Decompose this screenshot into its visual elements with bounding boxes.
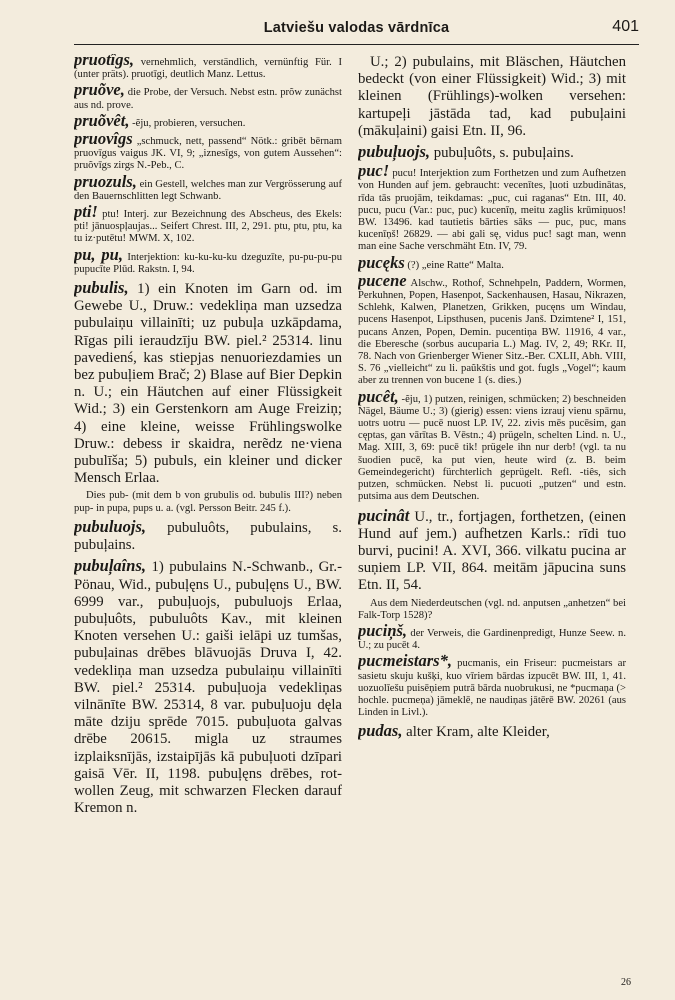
dictionary-entry [358, 252, 626, 272]
signature-mark: 26 [621, 977, 631, 988]
entry-headword: pucene [358, 270, 407, 290]
entry-headword: pubuluojs, [74, 516, 146, 536]
entry-headword: pucêt, [358, 386, 399, 406]
entry-text: pubuluôts, pubulains, s. pubuļains. [74, 519, 342, 554]
dictionary-entry [74, 129, 342, 173]
entry-text: -ẽju, 1) putzen, reinigen, schmücken; 2) beschneiden Nägel, Bäume U.; 3) (gierig) essen: viens izrauj vienu spārnu, uotrs uotru — pucē nuost LP. IV, 22. zivis mēs pucēsim, gan cęptas, gan vārītas B. Vēstn.; 4) prügeln, schelten Lind. n. U., Mag. XIII, 3, 69: pucē tik! prügele ihn nur derb! (vgl. ta nu šuodien pucē, ka put vien, heute wird (z. B. beim Gemeindegericht) fürchterlich geprügelt. Refl. -tiês, sich putzen, schmücken. Nebst li. pucuoti „putzen“ und estn. putsima aus dem Deutschen. [358, 393, 626, 503]
entry-text: ein Gestell, welches man zur Vergrösserung auf den Bauernschlitten legt Schwanb. [74, 178, 342, 202]
entry-text: (?) „eine Ratte“ Malta. [404, 259, 504, 271]
entry-text: Alschw., Rothof, Schnehpeln, Paddern, Wormen, Perkuhnen, Popen, Hasenpot, Sackenhausen, Hasau, Nikrazen, Schlehk, Kalwen, Planetzen, Grikken, pucęns um Windau, pucens Hasenpot, Lipsthusen, pucenis Janš. Dzimtene² I, 151, pucans Anzen, Popen, Demin. pucentiņa BW. 11916, 4 var., die Eberesche (sorbus aucuparia L.) Mag. IV, 2, 49; RKr. II, 78. Nach von Grienberger Wiener Sitz.-Ber. CXLII, Abh. VIII, S. 76 „vielleicht“ zu li. paũkštis und got. fugls „Vogel“; kaum aber zu trennen von bucene 1 (s. dies.) [358, 277, 626, 387]
entry-headword: pruovîgs [74, 129, 133, 149]
entry-headword: pucęks [358, 252, 405, 272]
dictionary-entry [358, 161, 626, 253]
entry-headword: pti! [74, 202, 98, 222]
dictionary-entry [74, 518, 342, 554]
dictionary-entry [358, 386, 626, 504]
entry-headword: puciņš, [358, 620, 408, 640]
page-number: 401 [612, 18, 639, 35]
entry-headword: pudas, [358, 721, 403, 741]
dictionary-entry [74, 202, 342, 246]
dictionary-entry [358, 598, 626, 622]
running-title: Latviešu valodas vārdnīca [263, 20, 450, 36]
dictionary-entry [358, 722, 626, 741]
dictionary-entry [358, 651, 626, 719]
dictionary-entry [358, 54, 626, 140]
entry-text: vernehmlich, verständlich, vernünftig Für. I (unter präts). pruotīgi, deutlich Manz. Lettus. [74, 57, 342, 81]
dictionary-entry [74, 490, 342, 514]
entry-text: 1) ein Knoten im Garn od. im Gewebe U., Druw.: vedekliņa man uzsedza pubulaiņu villainīti; uz pubuļa uzkāpdama, Rīgas pili ieraudzīju BW. piel.² 25314. linu pavedienś, kas stiepjas nenuoriezdamies un bez pubuļiem Brač; 2) Blase auf Bier Depkin n. U.; ein Häutchen auf einer Flüssigkeit Wid.; 3) ein Gerstenkorn am Auge Freiziņ; 4) eine kleine, weisse Frühlingswolke Druw.: debess ir skaidra, nerẽdz ne·viena pubulīša; 5) pubuls, ein kleiner und dicker Mensch Erlaa. [74, 281, 342, 487]
entry-text: ptu! Interj. zur Bezeichnung des Abscheus, des Ekels: pti! jānuospļaujas... Seifert Chrest. III, 2, 291. ptu, ptu, ptu, ka tu iz·putētu! MWM. X, 102. [74, 209, 342, 245]
dictionary-entry [74, 557, 342, 817]
dictionary-entry [358, 620, 626, 652]
entry-text: pubuļuôts, s. pubuļains. [430, 145, 574, 162]
entry-text: U.; 2) pubulains, mit Bläschen, Häutchen bedeckt (von einer Flüssigkeit) Wid.; 3) mit kleinen (Frühlings)-wolken versehen: kartupeļi jāstāda tad, kad pubuļaini (mākuļaini) gaisi Etn. II, 96. [358, 54, 626, 139]
entry-text: U., tr., fortjagen, forthetzen, (einen Hund auf jem.) aufhetzen Karls.: rīdi tuo burvi, pucini! A. XVI, 366. vilkatu pucina ar suņiem LP. VII, 864. meitām jāpucina suns Etn. II, 54. [358, 508, 626, 594]
right-column [358, 54, 626, 745]
entry-text: die Probe, der Versuch. Nebst estn. prõw zunächst aus nd. prove. [74, 87, 342, 111]
entry-text: pucmanis, ein Friseur: pucmeistars ar sasietu skuju kušķi, kuo vīriem bārdas izpucēt BW. III, 1, 41. uozuolīešu puisēņiem putrā bārda nuobrukusi, ne *pucmaņa (> hochle. pucmeņa) jāmeklē, ne naudiņas jātērē BW. 20261 (aus Linden in Livl.). [358, 658, 626, 719]
entry-text: -ẽju, probieren, versuchen. [129, 117, 246, 129]
entry-text: alter Kram, alte Kleider, [402, 724, 550, 741]
dictionary-entry [358, 270, 626, 388]
entry-text: Interjektion: ku-ku-ku-ku dzeguzīte, pu-pu-pu-pu pupucīte Plūd. Rakstn. I, 94. [74, 251, 342, 275]
entry-headword: pubuļaîns, [74, 556, 146, 576]
entry-headword: pruõvêt, [74, 110, 130, 130]
dictionary-entry [74, 244, 342, 276]
header-rule [74, 44, 639, 45]
entry-headword: pucmeistars*, [358, 651, 452, 671]
page-header [74, 18, 639, 44]
dictionary-entry [358, 143, 626, 162]
entry-headword: puc! [358, 161, 390, 181]
entry-headword: pruozuls, [74, 171, 137, 191]
left-column [74, 54, 342, 820]
dictionary-entry [74, 80, 342, 111]
entry-text: Aus dem Niederdeutschen (vgl. nd. anputsen „anhetzen“ bei Falk-Torp 1528)? [358, 597, 626, 621]
entry-headword: pubuļuojs, [358, 142, 430, 162]
dictionary-entry [74, 54, 342, 81]
entry-text: „schmuck, nett, passend“ Nötk.: gribēt bērnam pruovīgus vaigus JK. VI, 9; „iznesīgs, von gutem Aussehen“: pruõvīgs zirgs N.-Peb., C. [74, 136, 342, 172]
dictionary-entry [74, 171, 342, 203]
dictionary-entry [74, 279, 342, 487]
entry-headword: pruõve, [74, 80, 125, 100]
dictionary-entry [358, 507, 626, 595]
entry-text: der Verweis, die Gardinenpredigt, Hunze Seew. n. U.; zu pucēt 4. [358, 627, 626, 652]
entry-text: pucu! Interjektion zum Forthetzen und zum Aufhetzen von Hunden auf jem. gebraucht: vecenītes, ļuoti uzbudinātas, rīda tās pruojām, teikdamas: „puc, cui raganas“ Etn. III, 40. pucu, pucu (Var.: puc, puc) kucenīņ, meitu zaglis krūmiņuos! BW. 13496. kad tautietis bārties sāks — puc, puc, mans kucenīņš! 26829. — abi gali sę, vidus puc! sagt man, wenn man eine Sache verschmäht Etn. IV, 79. [358, 168, 626, 253]
entry-text: Dies pub- (mit dem b von grubulis od. bubulis III?) neben pup- in pupa, pups u. a. (vgl. Persson Beitr. 245 f.). [74, 490, 342, 514]
entry-headword: pubulis, [74, 278, 129, 298]
dictionary-entry [74, 110, 342, 130]
entry-text: 1) pubulains N.-Schwanb., Gr.-Pönau, Wid., pubuļęns U., pubuļęns U., BW. 6999 var., pubuļuojs, pubuluojs Erlaa, pubuļuôts, pubuluôts Kav., mit kleinen Knoten versehen U.: gaiši ielāpi uz tumšas, pubuļainas drēbes blāvuojās Druva I, 42. vedekliņa man uzsedza pubulaiņu villainīti BW. piel.² 25314. pubuļuoja vedekliņas vilnānīte BW. 25314, 8 var. pubuļuoju dęla māte dziju sprēde 7015. pubuļuota galvas drēbe 20615. migla uz straumes izplaiksnīјās, izstaipījās kā pubuļuoti dzīpari gaisā Vēr. II, 1198. pubuļęns drēbes, rot-wollen Zeug, mit schwarzen Flecken darauf Kremon n. [74, 559, 342, 817]
entry-headword: pucinât [358, 505, 410, 525]
entry-headword: pruotîgs, [74, 54, 135, 69]
entry-headword: pu, pu, [74, 244, 123, 264]
